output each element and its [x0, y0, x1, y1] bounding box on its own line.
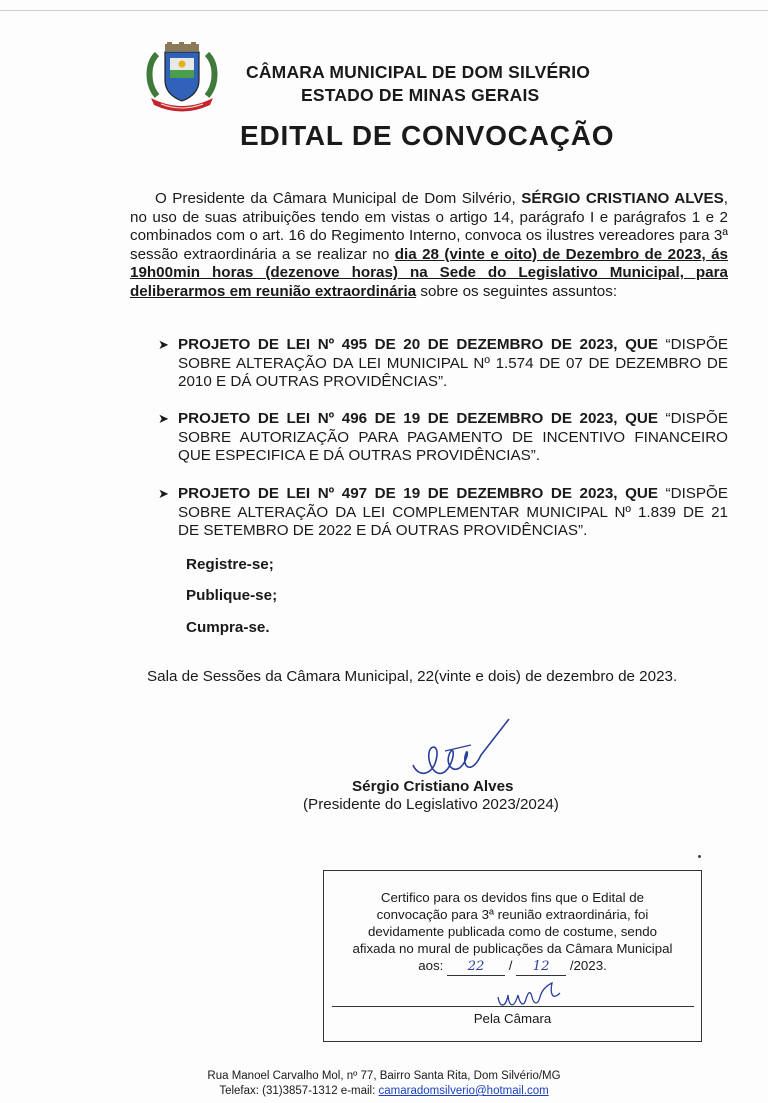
state-name: ESTADO DE MINAS GERAIS — [301, 85, 540, 105]
handwritten-day: 22 — [447, 958, 505, 976]
certificate-date — [324, 957, 701, 976]
institution-name: CÂMARA MUNICIPAL DE DOM SILVÉRIO — [246, 62, 591, 82]
intro-text-2: , no uso de suas atribuições tendo em vistas o artigo 14, parágrafo I e parágrafos 1 e 2 combinados com o art. 16 do Regimento Interno, convoca os ilustres vereadores para 3ª sessão extraordinária a se realizar no — [130, 190, 728, 263]
certificate-signed-by: Pela Câmara — [473, 1011, 552, 1026]
intro-text-1: O Presidente da Câmara Municipal de Dom Silvério, — [155, 190, 522, 207]
handwritten-signature — [405, 715, 520, 785]
footer-address: Rua Manoel Carvalho Mol, nº 77, Bairro Santa Rita, Dom Silvério/MG — [207, 1070, 561, 1082]
footer-email-link[interactable]: camaradomsilverio@hotmail.com — [378, 1085, 549, 1097]
list-item — [158, 410, 728, 466]
date-year: /2023. — [566, 958, 607, 973]
signer-name: Sérgio Cristiano Alves — [352, 778, 514, 795]
certificate-line-2: convocação para 3ª reunião extraordinária, foi — [376, 907, 649, 922]
municipal-crest-icon — [143, 42, 221, 116]
closing-register: Registre-se; — [186, 556, 274, 573]
closing-comply: Cumpra-se. — [186, 619, 270, 636]
scan-speck — [698, 855, 701, 858]
signer-role: (Presidente do Legislativo 2023/2024) — [303, 796, 559, 813]
certificate-signature — [494, 979, 564, 1013]
arrow-bullet-icon: ➤ — [158, 337, 169, 352]
bill-text-495: “DISPÕE SOBRE ALTERAÇÃO DA LEI MUNICIPAL Nº 1.574 DE 07 DE DEZEMBRO DE 2010 E DÁ OUTRAS PROVIDÊNCIAS”. — [178, 336, 728, 390]
bill-title-495: PROJETO DE LEI Nº 495 DE 20 DE DEZEMBRO DE 2023, QUE — [178, 336, 666, 353]
intro-text-3: sobre os seguintes assuntos: — [416, 282, 618, 300]
bill-title-496: PROJETO DE LEI Nº 496 DE 19 DE DEZEMBRO DE 2023, QUE — [178, 410, 666, 427]
closing-publish: Publique-se; — [186, 587, 278, 604]
top-rule — [0, 10, 768, 11]
document-title: EDITAL DE CONVOCAÇÃO — [240, 120, 615, 151]
certificate-line-1: Certifico para os devidos fins que o Edital de — [380, 890, 645, 905]
date-separator: / — [505, 958, 517, 973]
bill-title-497: PROJETO DE LEI Nº 497 DE 19 DE DEZEMBRO DE 2023, QUE — [178, 485, 666, 502]
signature-line — [332, 1006, 694, 1007]
bill-text-496: “DISPÕE SOBRE AUTORIZAÇÃO PARA PAGAMENTO DE INCENTIVO FINANCEIRO QUE ESPECIFICA E DÁ OUTRAS PROVIDÊNCIAS”. — [178, 410, 728, 464]
session-date-underlined: dia 28 (vinte e oito) de Dezembro de 2023, ás 19h00min horas (dezenove horas) na Sede do Legislativo Municipal, para deliberarmos em reunião extraordinária — [130, 245, 728, 300]
certificate-line-4: afixada no mural de publicações da Câmara Municipal — [352, 941, 673, 956]
footer-phone: Telefax: (31)3857-1312 e-mail: — [219, 1085, 379, 1097]
president-name-bold: SÉRGIO CRISTIANO ALVES — [521, 190, 724, 207]
certificate-box — [323, 870, 702, 1042]
bill-text-497: “DISPÕE SOBRE ALTERAÇÃO DA LEI COMPLEMENTAR MUNICIPAL Nº 1.839 DE 21 DE SETEMBRO DE 2022 E DÁ OUTRAS PROVIDÊNCIAS”. — [178, 485, 728, 539]
list-item — [158, 336, 728, 392]
intro-paragraph — [130, 190, 728, 301]
arrow-bullet-icon: ➤ — [158, 486, 169, 501]
handwritten-month: 12 — [516, 958, 566, 976]
arrow-bullet-icon: ➤ — [158, 411, 169, 426]
certificate-line-3: devidamente publicada como de costume, sendo — [367, 924, 658, 939]
list-item — [158, 485, 728, 541]
date-prefix: aos: — [418, 958, 448, 973]
footer-contact — [0, 1085, 768, 1097]
certificate-text — [324, 889, 701, 976]
place-and-date: Sala de Sessões da Câmara Municipal, 22(vinte e dois) de dezembro de 2023. — [147, 668, 678, 685]
